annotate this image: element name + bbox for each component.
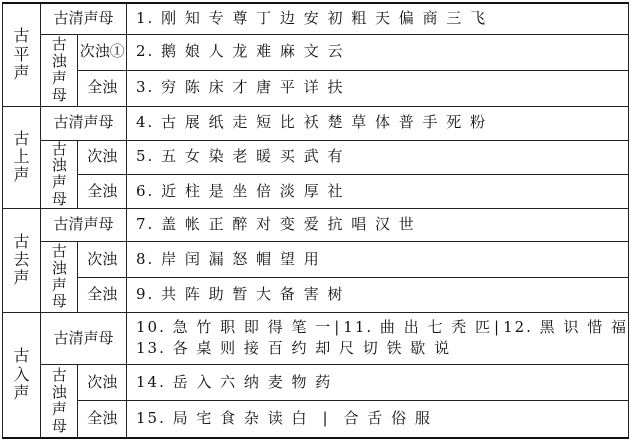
quanzhuo-label: 全浊	[78, 174, 127, 208]
table-row	[3, 174, 629, 208]
example-line: 13. 各 桌 则 接 百 约 却 尺 切 铁 歇 说	[136, 339, 452, 358]
tone-char: 平	[13, 44, 30, 64]
zhuo-group-cell	[41, 140, 78, 208]
group-char: 浊	[51, 258, 67, 277]
quanzhuo-label: 全浊	[78, 70, 127, 106]
tone-char: 古	[13, 346, 30, 366]
tone-char: 声	[13, 383, 30, 403]
example-row: 7. 盖 帐 正 醉 对 变 爱 抗 唱 汉 世	[127, 208, 629, 241]
table-row	[3, 400, 629, 438]
group-char: 声	[51, 69, 67, 87]
tone-char: 上	[13, 146, 30, 166]
group-char: 浊	[51, 383, 67, 402]
group-char: 母	[51, 85, 67, 104]
tone-char: 声	[13, 62, 30, 82]
example-row: 9. 共 阵 助 暂 大 备 害 树	[127, 277, 629, 312]
tone-char: 入	[13, 364, 30, 384]
example-line: 15. 局 宅 食 杂 读 白	[136, 409, 309, 428]
qing-label: 古清声母	[41, 106, 127, 140]
group-char: 声	[51, 275, 67, 294]
group-char: 母	[51, 189, 67, 208]
tone-cell-qu	[3, 208, 41, 312]
tone-cell-ping	[3, 3, 41, 106]
cizhuo-label: 次浊①	[78, 34, 127, 70]
example-row: 3. 穷 陈 床 才 唐 平 详 扶	[127, 70, 629, 106]
example-line: 11. 曲 出 七 秃 匹	[343, 317, 492, 336]
example-line: 10. 急 竹 职 即 得 笔 一	[136, 317, 333, 336]
table-row	[3, 106, 629, 140]
table-row	[3, 34, 629, 70]
example-line: 12. 黑 识 惜 福	[503, 317, 628, 336]
cizhuo-label: 次浊	[78, 140, 127, 174]
table-row	[3, 364, 629, 400]
example-row: 2. 鹅 娘 人 龙 难 麻 文 云	[127, 34, 629, 70]
table-row	[3, 277, 629, 312]
table-row	[3, 140, 629, 174]
group-char: 声	[51, 399, 67, 418]
table-row	[3, 3, 629, 34]
group-char: 母	[51, 292, 67, 311]
tone-char: 去	[13, 249, 30, 269]
group-char: 古	[51, 139, 67, 158]
example-row: 8. 岸 闰 漏 怒 帽 望 用	[127, 241, 629, 277]
qing-label: 古清声母	[41, 3, 127, 34]
qing-label: 古清声母	[41, 208, 127, 241]
example-row: 15. 局 宅 食 杂 读 白 | 合 舌 俗 服	[127, 400, 629, 438]
cizhuo-label: 次浊	[78, 364, 127, 400]
example-row: 1. 刚 知 专 尊 丁 边 安 初 粗 天 偏 商 三 飞	[127, 3, 629, 34]
example-line: 合 舌 俗 服	[343, 409, 432, 428]
tone-cell-shang	[3, 106, 41, 208]
group-char: 浊	[51, 156, 67, 175]
cizhuo-label: 次浊	[78, 241, 127, 277]
table-row	[3, 312, 629, 364]
group-char: 古	[51, 366, 67, 385]
zhuo-group-cell	[41, 34, 78, 106]
quanzhuo-label: 全浊	[78, 400, 127, 438]
table-row	[3, 70, 629, 106]
tone-char: 古	[13, 26, 30, 46]
group-char: 母	[51, 416, 67, 435]
table-row	[3, 241, 629, 277]
example-row: 6. 近 柱 是 坐 倍 淡 厚 社	[127, 174, 629, 208]
group-char: 古	[51, 242, 67, 261]
example-row: 4. 古 展 纸 走 短 比 袄 楚 草 体 普 手 死 粉	[127, 106, 629, 140]
tone-char: 声	[13, 165, 30, 185]
quanzhuo-label: 全浊	[78, 277, 127, 312]
qing-label: 古清声母	[41, 312, 127, 364]
example-row: 10. 急 竹 职 即 得 笔 一 | 11. 曲 出 七 秃 匹 | 12. 黑 识 惜 福 13. 各 桌 则 接 百 约 却 尺 切 铁 歇 说	[127, 312, 629, 364]
zhuo-group-cell	[41, 364, 78, 438]
zhuo-group-cell	[41, 241, 78, 312]
group-char: 古	[51, 35, 67, 54]
tone-cell-ru	[3, 312, 41, 438]
tone-char: 古	[13, 128, 30, 148]
group-char: 声	[51, 173, 67, 192]
tone-char: 古	[13, 231, 30, 251]
table-row	[3, 208, 629, 241]
group-char: 浊	[51, 52, 67, 71]
example-row: 14. 岳 入 六 纳 麦 物 药	[127, 364, 629, 400]
tone-correspondence-table	[2, 2, 629, 439]
example-row: 5. 五 女 染 老 暖 买 武 有	[127, 140, 629, 174]
tone-char: 声	[13, 268, 30, 288]
